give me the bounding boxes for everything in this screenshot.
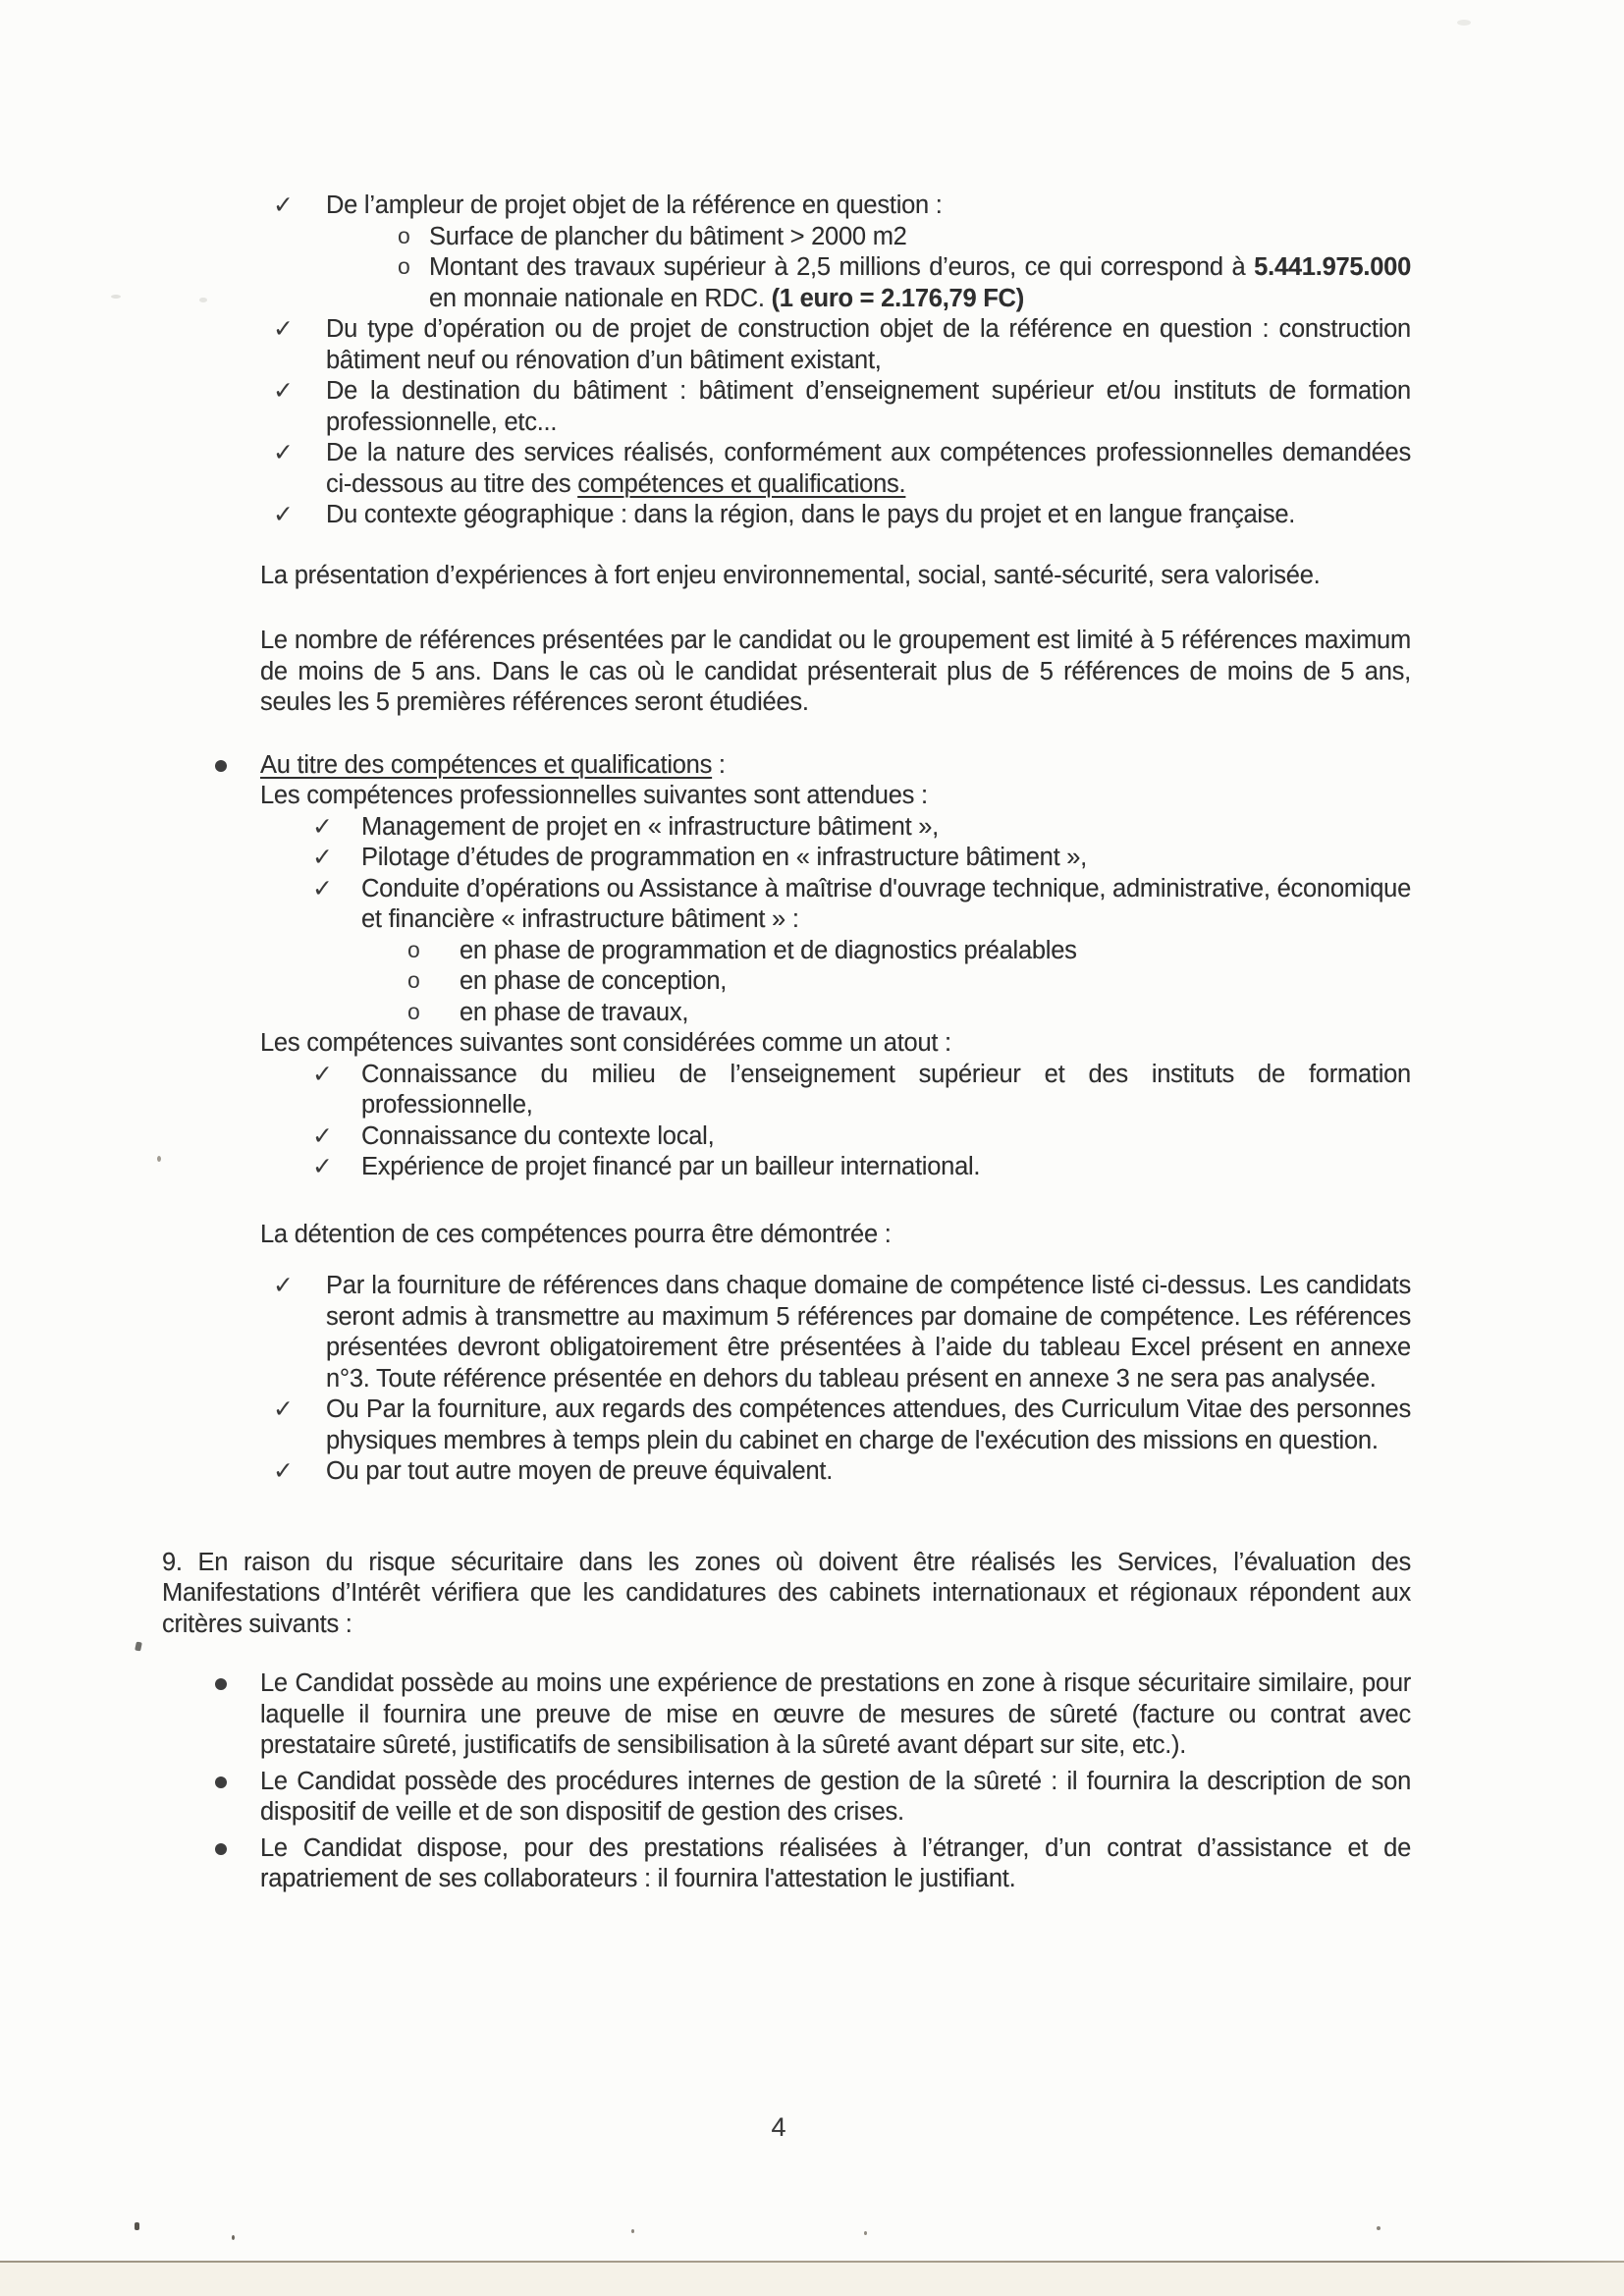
security-criterion-item	[162, 1767, 1411, 1829]
phase-text: en phase de conception,	[460, 967, 728, 995]
paragraph-references-limit: Le nombre de références présentées par le candidat ou le groupement est limité à 5 références maximum de moins de 5 ans. Dans le cas où le candidat présenterait plus de 5 références de moins de 5 ans, seules les 5 premières références seront étudiées.	[260, 627, 1411, 716]
atout-item	[260, 1121, 1411, 1153]
circle-bullet-icon: o	[398, 253, 410, 279]
demonstration-text: Ou Par la fourniture, aux regards des compétences attendues, des Curriculum Vitae des personnes physiques membres à temps plein du cabinet en charge de l'exécution des missions en question.	[326, 1395, 1411, 1454]
atout-intro: Les compétences suivantes sont considérées comme un atout :	[260, 1029, 951, 1057]
checkmark-icon: ✓	[273, 377, 294, 405]
competences-section	[162, 750, 1411, 1183]
scan-edge-area	[0, 2263, 1624, 2296]
bullet-icon	[215, 1843, 227, 1855]
checkmark-icon: ✓	[312, 1153, 333, 1180]
atout-text: Connaissance du contexte local,	[361, 1121, 715, 1150]
checkmark-icon: ✓	[312, 844, 333, 871]
atout-text: Expérience de projet financé par un bailleur international.	[361, 1153, 981, 1180]
reference-criteria-list	[162, 191, 1411, 531]
circle-bullet-icon: o	[407, 936, 420, 962]
paragraph-detention: La détention de ces compétences pourra être démontrée :	[260, 1220, 892, 1248]
phase-text: en phase de programmation et de diagnostics préalables	[460, 936, 1077, 964]
demonstration-item	[162, 1394, 1411, 1456]
scan-speck	[135, 1641, 142, 1651]
sub-criterion-item	[326, 222, 1411, 253]
scan-speck	[157, 1156, 161, 1162]
phases-list	[361, 936, 1411, 1029]
competence-text: Pilotage d’études de programmation en « infrastructure bâtiment »,	[361, 844, 1088, 871]
criterion-text: De l’ampleur de projet objet de la référence en question :	[326, 191, 943, 219]
competences-bullet-item	[162, 750, 1411, 1183]
atout-competences-list	[260, 1060, 1411, 1183]
phase-item	[361, 998, 1411, 1029]
circle-bullet-icon: o	[407, 967, 420, 993]
phase-item	[361, 936, 1411, 967]
atout-item	[260, 1060, 1411, 1121]
scan-speck	[232, 2235, 235, 2240]
competence-item	[260, 874, 1411, 1029]
security-criterion-text: Le Candidat dispose, pour des prestations réalisées à l’étranger, d’un contrat d’assistance et de rapatriement de ses collaborateurs : il fournira l'attestation le justifiant.	[260, 1833, 1411, 1892]
checkmark-icon: ✓	[312, 874, 333, 902]
scan-speck	[135, 2222, 139, 2230]
bullet-icon	[215, 1678, 227, 1690]
criterion-text: Du contexte géographique : dans la région, dans le pays du projet et en langue française.	[326, 501, 1296, 528]
paragraph-security-intro: 9. En raison du risque sécuritaire dans les zones où doivent être réalisés les Services, l’évaluation des Manifestations d’Intérêt vérifiera que les candidatures des cabinets internationaux et régionaux répondent aux critères suivants :	[162, 1548, 1411, 1638]
criterion-item	[162, 376, 1411, 438]
scan-speck	[199, 298, 207, 302]
sub-criterion-text: Surface de plancher du bâtiment > 2000 m2	[429, 222, 907, 250]
checkmark-icon: ✓	[312, 812, 333, 841]
bullet-icon	[215, 1777, 227, 1788]
security-criterion-text: Le Candidat possède au moins une expérience de prestations en zone à risque sécuritaire similaire, pour laquelle il fournira une preuve de mise en œuvre de mesures de sûreté (facture ou contrat avec prestataire sûreté, justificatifs de sensibilisation à la sûreté avant départ sur site, etc.).	[260, 1669, 1411, 1759]
scan-speck	[1377, 2226, 1380, 2230]
checkmark-icon: ✓	[273, 1457, 294, 1485]
security-criterion-item	[162, 1833, 1411, 1895]
atout-text: Connaissance du milieu de l’enseignement supérieur et des instituts de formation professionnelle,	[361, 1060, 1411, 1119]
atout-item	[260, 1152, 1411, 1183]
scan-speck	[864, 2231, 867, 2235]
checkmark-icon: ✓	[273, 501, 294, 528]
checkmark-icon: ✓	[312, 1121, 333, 1150]
competence-item	[260, 843, 1411, 874]
checkmark-icon: ✓	[273, 1395, 294, 1423]
expected-competences-list	[260, 812, 1411, 1029]
phase-text: en phase de travaux,	[460, 998, 689, 1026]
demonstration-list	[162, 1271, 1411, 1488]
phase-item	[361, 966, 1411, 998]
circle-bullet-icon: o	[407, 998, 420, 1024]
scan-speck	[111, 295, 121, 299]
scan-speck	[631, 2229, 634, 2233]
security-criterion-item	[162, 1668, 1411, 1762]
security-criteria-list	[162, 1668, 1411, 1895]
competences-intro: Les compétences professionnelles suivantes sont attendues :	[260, 782, 928, 809]
competence-text: Conduite d’opérations ou Assistance à maîtrise d'ouvrage technique, administrative, économique et financière « infrastructure bâtiment » :	[361, 874, 1411, 933]
competences-heading: Au titre des compétences et qualifications :	[260, 750, 726, 779]
scan-speck	[1457, 20, 1471, 26]
criterion-text: Du type d’opération ou de projet de construction objet de la référence en question : construction bâtiment neuf ou rénovation d’un bâtiment existant,	[326, 315, 1411, 374]
checkmark-icon: ✓	[273, 1272, 294, 1299]
paragraph-presentation-note: La présentation d’expériences à fort enjeu environnemental, social, santé-sécurité, sera valorisée.	[260, 561, 1321, 589]
document-body	[162, 191, 1411, 1895]
sub-criterion-item	[326, 252, 1411, 314]
criterion-text: De la nature des services réalisés, conformément aux compétences professionnelles demandées ci-dessous au titre des compétences et qualifications.	[326, 439, 1411, 498]
demonstration-text: Ou par tout autre moyen de preuve équivalent.	[326, 1457, 834, 1485]
criterion-item	[162, 314, 1411, 376]
criterion-text: De la destination du bâtiment : bâtiment d’enseignement supérieur et/ou instituts de formation professionnelle, etc...	[326, 377, 1411, 436]
demonstration-item	[162, 1271, 1411, 1394]
checkmark-icon: ✓	[312, 1060, 333, 1088]
criterion-item	[162, 191, 1411, 314]
bullet-icon	[215, 760, 227, 772]
checkmark-icon: ✓	[273, 315, 294, 343]
demonstration-text: Par la fourniture de références dans chaque domaine de compétence listé ci-dessus. Les candidats seront admis à transmettre au maximum 5 références par domaine de compétence. Les références présentées devront obligatoirement être présentées à l’aide du tableau Excel présent en annexe n°3. Toute référence présentée en dehors du tableau présent en annexe 3 ne sera pas analysée.	[326, 1272, 1411, 1393]
competence-text: Management de projet en « infrastructure bâtiment »,	[361, 812, 940, 841]
sub-criterion-text: Montant des travaux supérieur à 2,5 millions d’euros, ce qui correspond à 5.441.975.000 en monnaie nationale en RDC. (1 euro = 2.176,79 FC)	[429, 253, 1411, 312]
criterion-item	[162, 500, 1411, 531]
circle-bullet-icon: o	[398, 222, 410, 248]
page-number: 4	[771, 2112, 786, 2142]
demonstration-item	[162, 1456, 1411, 1488]
criterion-item	[162, 438, 1411, 500]
sub-criteria-list	[326, 222, 1411, 315]
checkmark-icon: ✓	[273, 191, 294, 219]
competence-item	[260, 812, 1411, 844]
checkmark-icon: ✓	[273, 439, 294, 466]
security-criterion-text: Le Candidat possède des procédures internes de gestion de la sûreté : il fournira la description de son dispositif de veille et de son dispositif de gestion des crises.	[260, 1767, 1411, 1826]
